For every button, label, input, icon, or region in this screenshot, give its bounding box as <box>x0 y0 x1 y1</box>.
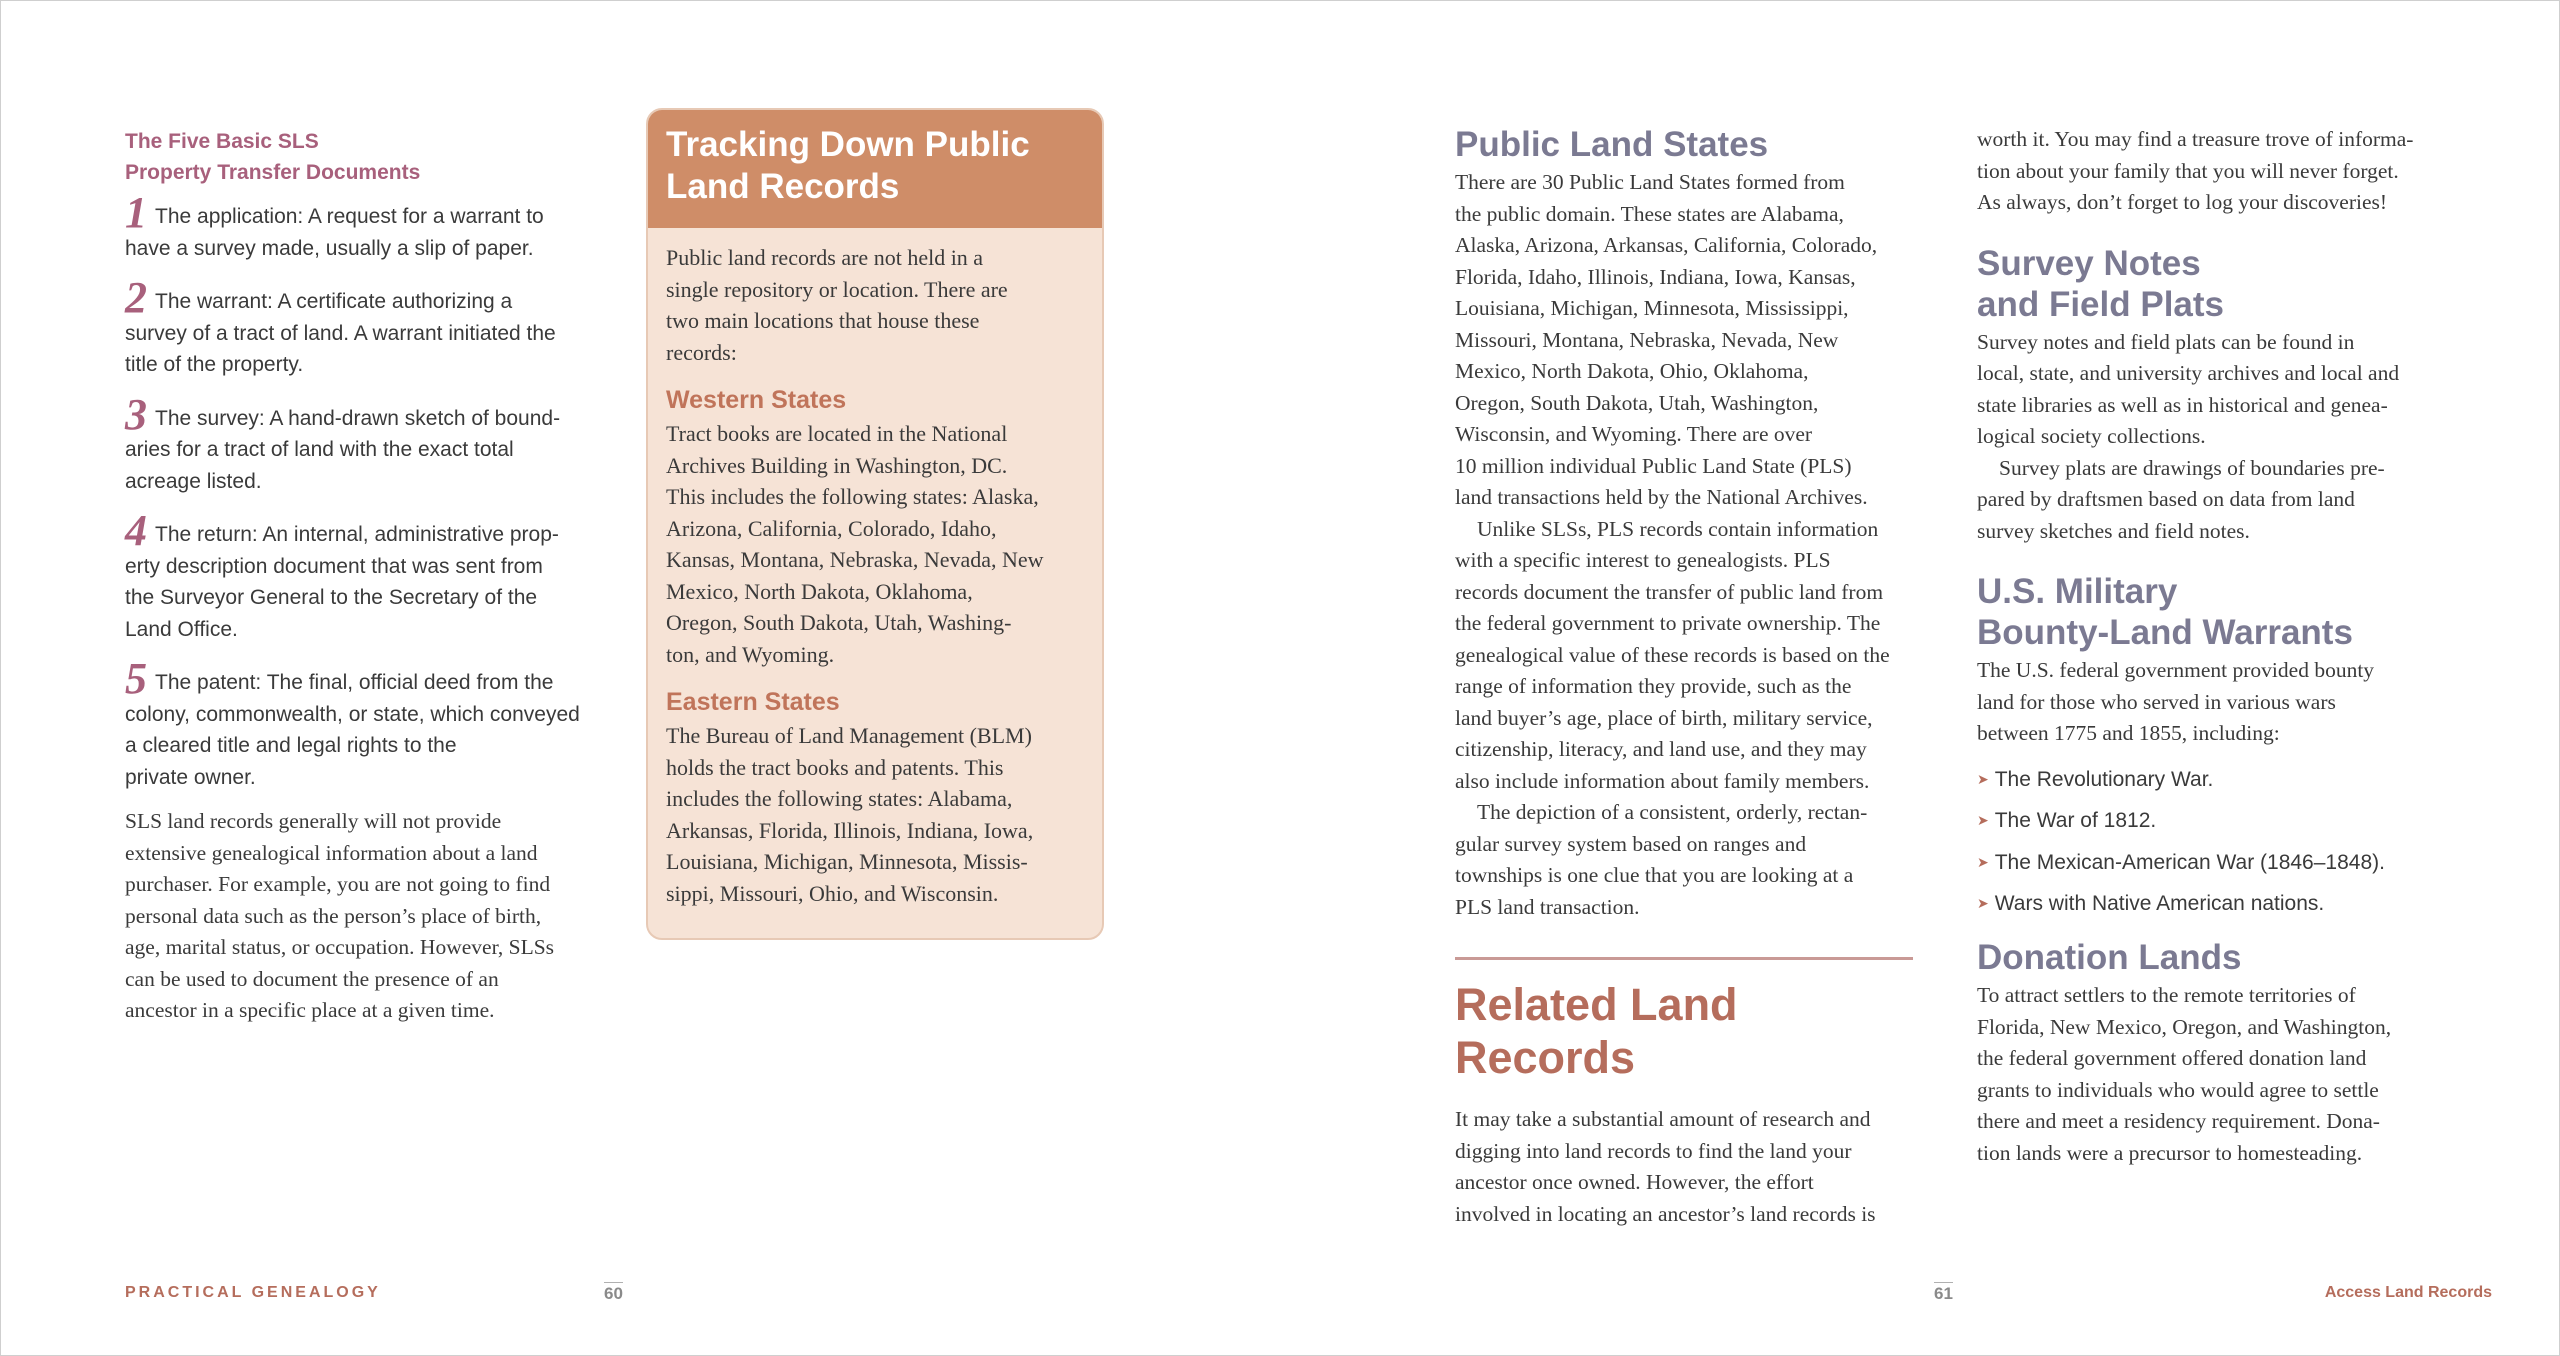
text-line: Louisiana, Michigan, Minnesota, Mississippi, <box>1455 296 1849 320</box>
text-line: The depiction of a consistent, orderly, rectan- <box>1477 800 1868 824</box>
text-line: Mexico, North Dakota, Oklahoma, <box>666 578 973 604</box>
text-line: with a specific interest to genealogists. PLS <box>1455 548 1831 572</box>
box-header <box>648 110 1102 228</box>
sls-paragraph <box>125 806 585 1027</box>
text-line: there and meet a residency requirement. Dona- <box>1977 1109 2380 1133</box>
step-number: 5 <box>125 654 147 703</box>
text-line: records: <box>666 339 737 365</box>
text-line: 10 million individual Public Land State (PLS) <box>1455 453 1852 478</box>
text-line: Oregon, South Dakota, Utah, Washington, <box>1455 390 1819 415</box>
step-text-line: The return: An internal, administrative prop- <box>155 523 559 546</box>
text-line: citizenship, literacy, and land use, and they may <box>1455 737 1867 761</box>
military-warrants-heading: U.S. Military Bounty-Land Warrants <box>1977 572 2353 652</box>
continued-paragraph <box>1977 124 2437 219</box>
text-line: between 1775 and 1855, including: <box>1977 721 2280 745</box>
bullet-arrow-icon: ➤ <box>1977 895 1989 911</box>
donation-lands-para <box>1977 980 2437 1169</box>
box-title: Tracking Down Public Land Records <box>666 125 1030 206</box>
text-line: involved in locating an ancestor’s land records is <box>1455 1201 1876 1226</box>
text-line: state libraries as well as in historical and genea- <box>1977 392 2388 417</box>
step-item <box>125 389 585 498</box>
survey-notes-para-2 <box>1977 453 2437 548</box>
page-number-right: 61 <box>1934 1284 1953 1303</box>
text-line: This includes the following states: Alaska, <box>666 484 1039 509</box>
text-line: worth it. You may find a treasure trove of informa- <box>1977 127 2414 151</box>
text-line: records document the transfer of public land from <box>1455 579 1884 604</box>
step-text-line: acreage listed. <box>125 469 262 493</box>
text-line: Survey notes and field plats can be found in <box>1977 329 2355 354</box>
text-line: logical society collections. <box>1977 424 2206 448</box>
text-line: survey sketches and field notes. <box>1977 518 2250 543</box>
military-warrants-para <box>1977 655 2437 750</box>
sidebar-column <box>125 126 585 1027</box>
war-list-item <box>1977 805 2437 836</box>
step-text-line: The warrant: A certificate authorizing a <box>155 290 513 313</box>
text-line: genealogical value of these records is based on the <box>1455 642 1890 667</box>
text-line: includes the following states: Alabama, <box>666 786 1013 811</box>
survey-notes-heading: Survey Notes and Field Plats <box>1977 243 2224 324</box>
text-line: SLS land records generally will not provide <box>125 809 502 833</box>
step-text-line: survey of a tract of land. A warrant initiated the <box>125 321 556 345</box>
step-text-line: a cleared title and legal rights to the <box>125 734 457 757</box>
step-text-line: Land Office. <box>125 617 238 641</box>
text-line: purchaser. For example, you are not going to find <box>125 872 551 896</box>
steps-list <box>125 188 585 793</box>
text-line: townships is one clue that you are looking at a <box>1455 863 1854 887</box>
text-line: The U.S. federal government provided bounty <box>1977 658 2375 682</box>
text-line: extensive genealogical information about a land <box>125 840 538 865</box>
text-line: ancestor in a specific place at a given time. <box>125 998 495 1022</box>
text-line: Arkansas, Florida, Illinois, Indiana, Iowa, <box>666 817 1034 843</box>
text-line: Archives Building in Washington, DC. <box>666 452 1008 478</box>
text-line: As always, don’t forget to log your discoveries! <box>1977 190 2388 214</box>
war-name: The Mexican-American War (1846–1848). <box>1994 850 2385 874</box>
text-line: Florida, New Mexico, Oregon, and Washington, <box>1977 1014 2392 1039</box>
text-line: personal data such as the person’s place of birth, <box>125 903 542 928</box>
text-line: Tract books are located in the National <box>666 421 1008 446</box>
step-text-line: aries for a tract of land with the exact total <box>125 438 514 461</box>
text-line: Louisiana, Michigan, Minnesota, Missis- <box>666 849 1028 874</box>
war-name: The War of 1812. <box>1994 809 2157 832</box>
text-line: There are 30 Public Land States formed from <box>1455 170 1845 194</box>
war-name: The Revolutionary War. <box>1994 767 2214 791</box>
text-line: The Bureau of Land Management (BLM) <box>666 723 1032 748</box>
step-text-line: the Surveyor General to the Secretary of the <box>125 586 538 609</box>
text-line: land transactions held by the National Archives. <box>1455 485 1868 509</box>
text-line: To attract settlers to the remote territories of <box>1977 983 2356 1007</box>
right-column-1 <box>1455 124 1915 1230</box>
text-line: range of information they provide, such as the <box>1455 674 1852 698</box>
step-text-line: erty description document that was sent from <box>125 554 543 578</box>
running-footer-left: PRACTICAL GENEALOGY <box>125 1284 381 1301</box>
text-line: digging into land records to find the land your <box>1455 1138 1852 1163</box>
step-item <box>125 273 585 381</box>
text-line: Florida, Idaho, Illinois, Indiana, Iowa, Kansas, <box>1455 264 1856 289</box>
text-line: the federal government to private ownership. The <box>1455 611 1881 635</box>
war-list-item <box>1977 764 2437 795</box>
text-line: Kansas, Montana, Nebraska, Nevada, New <box>666 547 1044 572</box>
public-land-states-heading: Public Land States <box>1455 125 1769 164</box>
text-line: Missouri, Montana, Nebraska, Nevada, New <box>1455 327 1839 352</box>
wars-list <box>1977 764 2437 920</box>
step-item <box>125 188 585 264</box>
text-line: land buyer’s age, place of birth, military service, <box>1455 705 1873 730</box>
text-line: tion lands were a precursor to homesteading. <box>1977 1140 2363 1165</box>
survey-notes-para-1 <box>1977 327 2437 453</box>
text-line: the public domain. These states are Alabama, <box>1455 201 1844 226</box>
public-land-states-para-3 <box>1455 797 1915 923</box>
text-line: two main locations that house these <box>666 308 980 333</box>
step-number: 3 <box>125 389 147 439</box>
text-line: grants to individuals who would agree to settle <box>1977 1077 2379 1102</box>
step-number: 1 <box>125 188 147 237</box>
text-line: PLS land transaction. <box>1455 894 1640 919</box>
text-line: can be used to document the presence of an <box>125 966 499 991</box>
public-land-states-para-1 <box>1455 167 1915 514</box>
related-land-records-para <box>1455 1104 1915 1230</box>
bullet-arrow-icon: ➤ <box>1977 770 1989 787</box>
text-line: gular survey system based on ranges and <box>1455 831 1807 856</box>
western-states-text <box>666 418 1084 670</box>
text-line: Public land records are not held in a <box>666 245 984 270</box>
step-text-line: The patent: The final, official deed from the <box>155 671 554 694</box>
war-list-item <box>1977 888 2437 919</box>
text-line: It may take a substantial amount of research and <box>1455 1107 1871 1131</box>
step-text-line: colony, commonwealth, or state, which conveyed <box>125 702 580 726</box>
related-land-records-heading: Related Land Records <box>1455 979 1738 1083</box>
public-land-states-para-2 <box>1455 514 1915 798</box>
text-line: Wisconsin, and Wyoming. There are over <box>1455 422 1813 446</box>
step-number: 4 <box>125 506 147 555</box>
eastern-states-heading: Eastern States <box>666 688 840 716</box>
text-line: the federal government offered donation land <box>1977 1046 2367 1070</box>
text-line: land for those who served in various wars <box>1977 689 2336 714</box>
war-name: Wars with Native American nations. <box>1994 892 2325 915</box>
tracking-records-box <box>646 108 1104 940</box>
text-line: ton, and Wyoming. <box>666 641 835 667</box>
step-number: 2 <box>125 273 147 322</box>
text-line: also include information about family members. <box>1455 768 1870 793</box>
text-line: age, marital status, or occupation. However, SLSs <box>125 935 555 959</box>
step-item <box>125 506 585 645</box>
text-line: Oregon, South Dakota, Utah, Washing- <box>666 610 1012 635</box>
text-line: local, state, and university archives and local and <box>1977 361 2400 385</box>
war-list-item <box>1977 847 2437 878</box>
page-number-left: 60 <box>604 1284 623 1303</box>
western-states-heading: Western States <box>666 386 847 414</box>
bullet-arrow-icon: ➤ <box>1977 853 1989 870</box>
text-line: sippi, Missouri, Ohio, and Wisconsin. <box>666 880 999 906</box>
text-line: Alaska, Arizona, Arkansas, California, Colorado, <box>1455 233 1878 257</box>
step-text-line: have a survey made, usually a slip of paper. <box>125 236 534 260</box>
right-column-2 <box>1977 124 2437 1169</box>
text-line: pared by draftsmen based on data from land <box>1977 487 2355 511</box>
text-line: Unlike SLSs, PLS records contain information <box>1477 516 1879 541</box>
section-divider <box>1455 957 1913 960</box>
step-text-line: The application: A request for a warrant to <box>155 205 544 228</box>
eastern-states-text <box>666 720 1084 909</box>
text-line: Mexico, North Dakota, Ohio, Oklahoma, <box>1455 359 1809 383</box>
box-intro <box>666 242 1084 368</box>
text-line: Arizona, California, Colorado, Idaho, <box>666 515 997 541</box>
box-body <box>648 228 1102 909</box>
step-item <box>125 654 585 793</box>
running-footer-right: Access Land Records <box>2324 1284 2492 1301</box>
step-text-line: title of the property. <box>125 353 304 376</box>
step-text-line: The survey: A hand-drawn sketch of bound- <box>155 406 561 430</box>
bullet-arrow-icon: ➤ <box>1977 812 1989 828</box>
step-text-line: private owner. <box>125 765 256 789</box>
text-line: Survey plats are drawings of boundaries pre- <box>1999 455 2385 480</box>
donation-lands-heading: Donation Lands <box>1977 938 2242 977</box>
text-line: tion about your family that you will never forget. <box>1977 158 2399 183</box>
text-line: single repository or location. There are <box>666 276 1008 302</box>
sidebar-title: The Five Basic SLS Property Transfer Documents <box>125 130 421 184</box>
text-line: holds the tract books and patents. This <box>666 754 1004 780</box>
text-line: ancestor once owned. However, the effort <box>1455 1170 1814 1194</box>
